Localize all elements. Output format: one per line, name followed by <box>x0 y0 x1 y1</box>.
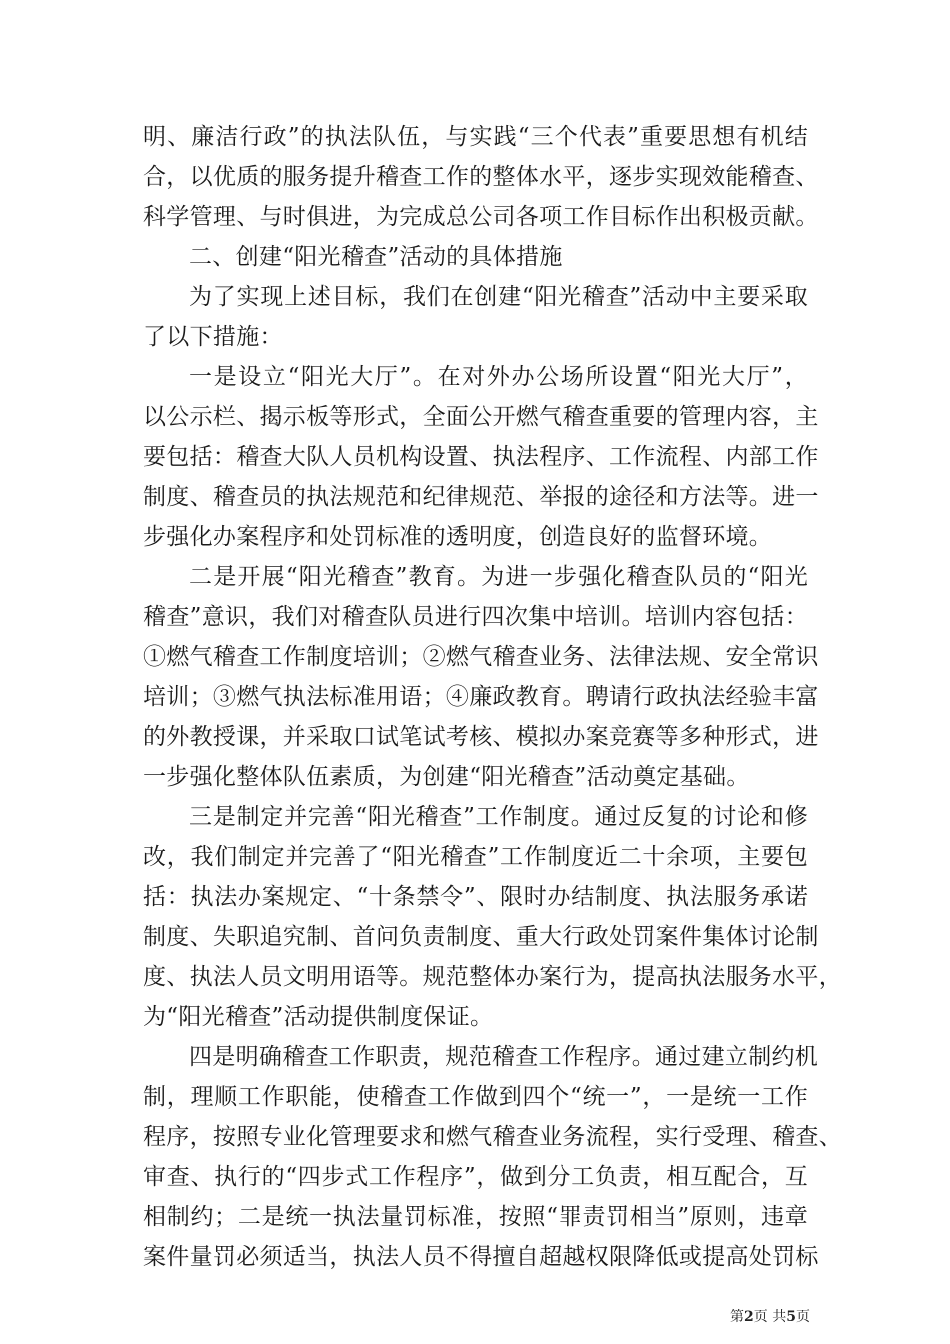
footer-prefix: 第 <box>730 1309 745 1325</box>
text-line: 要包括：稽查大队人员机构设置、执法程序、工作流程、内部工作 <box>143 444 819 470</box>
text-line: 制，理顺工作职能，使稽查工作做到四个“统一”，一是统一工作 <box>143 1084 808 1110</box>
text-line: 审查、执行的“四步式工作程序”，做到分工负责，相互配合，互 <box>143 1164 808 1190</box>
text-line: 一步强化整体队伍素质，为创建“阳光稽查”活动奠定基础。 <box>143 764 750 790</box>
text-line: ①燃气稽查工作制度培训；②燃气稽查业务、法律法规、安全常识 <box>143 644 819 670</box>
total-page-number: 5 <box>786 1309 796 1325</box>
text-line: 明、廉洁行政”的执法队伍，与实践“三个代表”重要思想有机结 <box>143 124 808 150</box>
text-line: 二是开展“阳光稽查”教育。为进一步强化稽查队员的“阳光 <box>189 564 808 590</box>
text-line: 度、执法人员文明用语等。规范整体办案行为，提高执法服务水平， <box>143 964 842 990</box>
text-line: 制度、失职追究制、首问负责制度、重大行政处罚案件集体讨论制 <box>143 924 819 950</box>
text-line: 程序，按照专业化管理要求和燃气稽查业务流程，实行受理、稽查、 <box>143 1124 842 1150</box>
document-body <box>143 117 842 1277</box>
text-line: 制度、稽查员的执法规范和纪律规范、举报的途径和方法等。进一 <box>143 484 819 510</box>
footer-suffix: 页 <box>796 1309 810 1325</box>
text-line: 培训；③燃气执法标准用语；④廉政教育。聘请行政执法经验丰富 <box>143 684 819 710</box>
text-line: 科学管理、与时俱进，为完成总公司各项工作目标作出积极贡献。 <box>143 204 819 230</box>
text-line: 合，以优质的服务提升稽查工作的整体水平，逐步实现效能稽查、 <box>143 164 819 190</box>
current-page-number: 2 <box>744 1309 754 1325</box>
text-line: 了以下措施： <box>143 324 283 350</box>
text-line: 为“阳光稽查”活动提供制度保证。 <box>143 1004 494 1030</box>
text-line: 案件量罚必须适当，执法人员不得擅自超越权限降低或提高处罚标 <box>143 1244 819 1270</box>
text-line: 相制约；二是统一执法量罚标准，按照“罪责罚相当”原则，违章 <box>143 1204 808 1230</box>
text-line: 四是明确稽查工作职责，规范稽查工作程序。通过建立制约机 <box>189 1044 819 1070</box>
text-line: 改，我们制定并完善了“阳光稽查”工作制度近二十余项，主要包 <box>143 844 808 870</box>
page-number-footer <box>700 1306 810 1326</box>
text-line: 步强化办案程序和处罚标准的透明度，创造良好的监督环境。 <box>143 524 773 550</box>
text-line: 三是制定并完善“阳光稽查”工作制度。通过反复的讨论和修 <box>189 804 808 830</box>
footer-middle: 页 共 <box>753 1309 787 1325</box>
text-line: 括：执法办案规定、“十条禁令”、限时办结制度、执法服务承诺 <box>143 884 808 910</box>
text-line: 一是设立“阳光大厅”。在对外办公场所设置“阳光大厅”， <box>189 364 808 390</box>
text-line: 稽查”意识，我们对稽查队员进行四次集中培训。培训内容包括： <box>143 604 808 630</box>
text-line: 的外教授课，并采取口试笔试考核、模拟办案竞赛等多种形式，进 <box>143 724 819 750</box>
text-line: 以公示栏、揭示板等形式，全面公开燃气稽查重要的管理内容，主 <box>143 404 819 430</box>
text-line: 为了实现上述目标，我们在创建“阳光稽查”活动中主要采取 <box>189 284 808 310</box>
text-line: 二、创建“阳光稽查”活动的具体措施 <box>189 244 563 270</box>
